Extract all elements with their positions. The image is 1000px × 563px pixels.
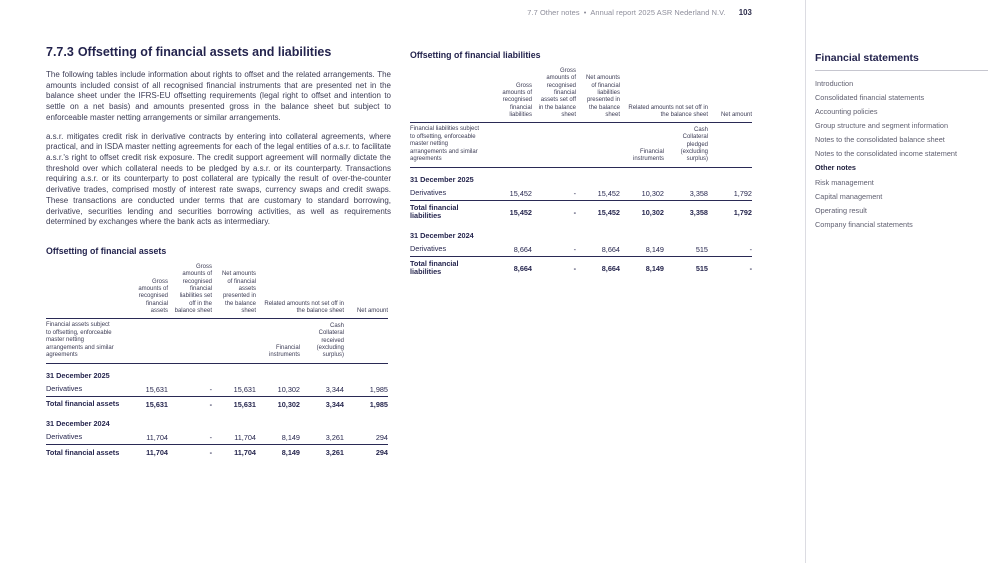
section-body <box>46 70 391 228</box>
sidebar-nav <box>815 77 988 232</box>
sidebar-item-accounting-policies[interactable]: Accounting policies <box>815 106 878 116</box>
value-cell: - <box>209 432 212 442</box>
row-label: Derivatives <box>410 187 447 197</box>
total-value-cell: - <box>708 257 752 280</box>
total-row <box>46 396 388 412</box>
period-row <box>46 412 388 431</box>
total-value-cell: 10,302 <box>620 200 664 223</box>
liabilities-table <box>410 66 752 280</box>
total-value-cell: 1,985 <box>344 396 388 412</box>
subcolumn-header: Financial instruments <box>620 123 664 168</box>
value-cell: 3,261 <box>325 432 344 442</box>
column-header: Related amounts not set off in the balance sheet <box>620 66 708 123</box>
value-cell: - <box>209 384 212 394</box>
sidebar-item-risk-management[interactable]: Risk management <box>815 177 874 187</box>
subcolumn-header-row <box>46 319 388 364</box>
subcolumn-header-row <box>410 123 752 168</box>
assets-table <box>46 262 388 460</box>
value-cell: - <box>573 244 576 254</box>
sidebar-item-operating-result[interactable]: Operating result <box>815 205 867 215</box>
column-header: Gross amounts of recognised financial liabilities <box>488 66 532 123</box>
column-header: Net amount <box>708 66 752 123</box>
period-label: 31 December 2024 <box>46 418 110 428</box>
total-value-cell: 8,664 <box>488 257 532 280</box>
assets-table-title: Offsetting of financial assets <box>46 246 167 256</box>
value-cell: 8,149 <box>645 244 664 254</box>
table-row <box>46 382 388 396</box>
total-value-cell: - <box>168 396 212 412</box>
sidebar-item-group-structure-and-segment-information[interactable]: Group structure and segment information <box>815 121 949 131</box>
period-row <box>410 224 752 243</box>
page-number: 103 <box>738 8 752 17</box>
total-value-cell: 15,631 <box>212 396 256 412</box>
total-value-cell: 3,344 <box>300 396 344 412</box>
value-cell: 8,664 <box>601 244 620 254</box>
total-value-cell: - <box>168 445 212 461</box>
row-label: Derivatives <box>46 383 83 393</box>
total-label: Total financial liabilities <box>410 200 488 223</box>
sidebar-item-company-financial-statements[interactable]: Company financial statements <box>815 219 913 229</box>
sidebar-title: Financial statements <box>815 52 919 64</box>
value-cell: 15,452 <box>509 188 532 198</box>
total-value-cell: 294 <box>344 445 388 461</box>
section-heading <box>46 45 331 59</box>
value-cell: 3,358 <box>689 188 708 198</box>
row-group-header: Financial assets subject to offsetting, enforceable master netting arrangements and similar agreements <box>46 319 124 364</box>
total-label: Total financial liabilities <box>410 257 488 280</box>
total-value-cell: 8,149 <box>620 257 664 280</box>
period-row <box>410 167 752 186</box>
total-value-cell: 8,149 <box>256 445 300 461</box>
sidebar-item-capital-management[interactable]: Capital management <box>815 191 883 201</box>
total-value-cell: - <box>532 257 576 280</box>
subcolumn-header: Cash Collateral received (excluding surplus) <box>300 319 344 364</box>
period-label: 31 December 2025 <box>46 370 110 380</box>
total-value-cell: 515 <box>664 257 708 280</box>
sidebar-item-consolidated-financial-statements[interactable]: Consolidated financial statements <box>815 92 925 102</box>
value-cell: 15,631 <box>233 384 256 394</box>
total-value-cell: 15,631 <box>124 396 168 412</box>
total-value-cell: 1,792 <box>708 200 752 223</box>
total-value-cell: 11,704 <box>212 445 256 461</box>
corner-cell <box>46 262 124 319</box>
empty-header <box>576 123 620 168</box>
value-cell: 15,452 <box>597 188 620 198</box>
column-header: Net amounts of financial assets presented in the balance sheet <box>212 262 256 319</box>
empty-header <box>168 319 212 364</box>
sidebar-item-other-notes[interactable]: Other notes <box>815 163 856 173</box>
breadcrumb: 7.7 Other notes <box>527 8 580 17</box>
table-row <box>410 242 752 256</box>
value-cell: 8,664 <box>513 244 532 254</box>
empty-header <box>344 319 388 364</box>
report-title: Annual report 2025 ASR Nederland N.V. <box>590 8 726 17</box>
value-cell: 11,704 <box>234 432 256 442</box>
column-header: Gross amounts of recognised financial liabilities set off in the balance sheet <box>168 262 212 319</box>
empty-header <box>708 123 752 168</box>
column-header: Gross amounts of recognised financial assets <box>124 262 168 319</box>
total-label: Total financial assets <box>46 445 124 461</box>
value-cell: 10,302 <box>641 188 664 198</box>
total-value-cell: 10,302 <box>256 396 300 412</box>
assets-table-block <box>46 246 388 460</box>
sidebar-item-introduction[interactable]: Introduction <box>815 78 854 88</box>
liabilities-table-title: Offsetting of financial liabilities <box>410 50 541 60</box>
total-value-cell: - <box>532 200 576 223</box>
total-row <box>410 200 752 223</box>
value-cell: 1,792 <box>733 188 752 198</box>
empty-header <box>488 123 532 168</box>
period-label: 31 December 2025 <box>410 174 474 184</box>
subcolumn-header: Cash Collateral pledged (excluding surplus) <box>664 123 708 168</box>
period-row <box>46 363 388 382</box>
total-value-cell: 3,261 <box>300 445 344 461</box>
column-header-row <box>410 66 752 123</box>
total-label: Total financial assets <box>46 396 124 412</box>
value-cell: - <box>573 188 576 198</box>
value-cell: 8,149 <box>281 432 300 442</box>
total-value-cell: 3,358 <box>664 200 708 223</box>
section-number: 7.7.3 <box>46 45 74 59</box>
value-cell: 1,985 <box>369 384 388 394</box>
column-header: Gross amounts of recognised financial assets set off in the balance sheet <box>532 66 576 123</box>
value-cell: 15,631 <box>145 384 168 394</box>
sidebar <box>805 0 1000 563</box>
table-row <box>46 430 388 444</box>
breadcrumb-separator: • <box>583 8 587 17</box>
empty-header <box>532 123 576 168</box>
total-value-cell: 15,452 <box>488 200 532 223</box>
sidebar-item-notes-to-the-consolidated-balance-sheet[interactable]: Notes to the consolidated balance sheet <box>815 135 945 145</box>
value-cell: 3,344 <box>325 384 344 394</box>
body-paragraph: a.s.r. mitigates credit risk in derivative contracts by entering into collateral agreements, where practical, and in ISDA master netting agreements for each of the legal entities of a.s.r. to facilitate a.s.r.'s right to offset credit risk exposure. The credit support agreement will normally dictate the threshold over which collateral needs to be pledged by a.s.r. or its counterparty. Transactions requiring a.s.r. or its counterparty to post collateral are typically the result of over-the-counter derivative trades, comprised mostly of interest rate swaps, currency swaps and credit swaps. These transactions are conducted under terms that are customary to standard borrowing, derivative, securities lending and securities borrowing activities, as well as requirements determined by exchanges where the bank acts as intermediary. <box>46 131 391 227</box>
column-header: Related amounts not set off in the balance sheet <box>256 262 344 319</box>
value-cell: 11,704 <box>146 432 168 442</box>
total-value-cell: 11,704 <box>124 445 168 461</box>
sidebar-divider <box>815 70 988 71</box>
sidebar-item-notes-to-the-consolidated-income-statement[interactable]: Notes to the consolidated income statement <box>815 149 957 159</box>
body-paragraph: The following tables include information about rights to offset and the related arrangements. The amounts included consist of all recognised financial instruments that are presented net in the balance sheet under the IFRS-EU offsetting requirements (legal right to offset and intention to settle on a net basis) and amounts presented gross in the balance sheet but subject to enforceable master netting arrangements or similar arrangements. <box>46 70 391 122</box>
total-value-cell: 15,452 <box>576 200 620 223</box>
column-header: Net amount <box>344 262 388 319</box>
value-cell: - <box>749 244 752 254</box>
column-header: Net amounts of financial liabilities presented in the balance sheet <box>576 66 620 123</box>
row-group-header: Financial liabilities subject to offsetting, enforceable master netting arrangements and similar agreements <box>410 123 488 168</box>
total-row <box>46 445 388 461</box>
row-label: Derivatives <box>410 243 447 253</box>
top-bar <box>400 8 752 17</box>
value-cell: 10,302 <box>277 384 300 394</box>
value-cell: 294 <box>375 432 388 442</box>
period-label: 31 December 2024 <box>410 230 474 240</box>
section-title: Offsetting of financial assets and liabilities <box>77 45 332 59</box>
total-row <box>410 257 752 280</box>
row-label: Derivatives <box>46 432 83 442</box>
table-row <box>410 186 752 200</box>
liabilities-table-block <box>410 50 752 280</box>
total-value-cell: 8,664 <box>576 257 620 280</box>
corner-cell <box>410 66 488 123</box>
empty-header <box>124 319 168 364</box>
empty-header <box>212 319 256 364</box>
value-cell: 515 <box>695 244 708 254</box>
subcolumn-header: Financial instruments <box>256 319 300 364</box>
column-header-row <box>46 262 388 319</box>
